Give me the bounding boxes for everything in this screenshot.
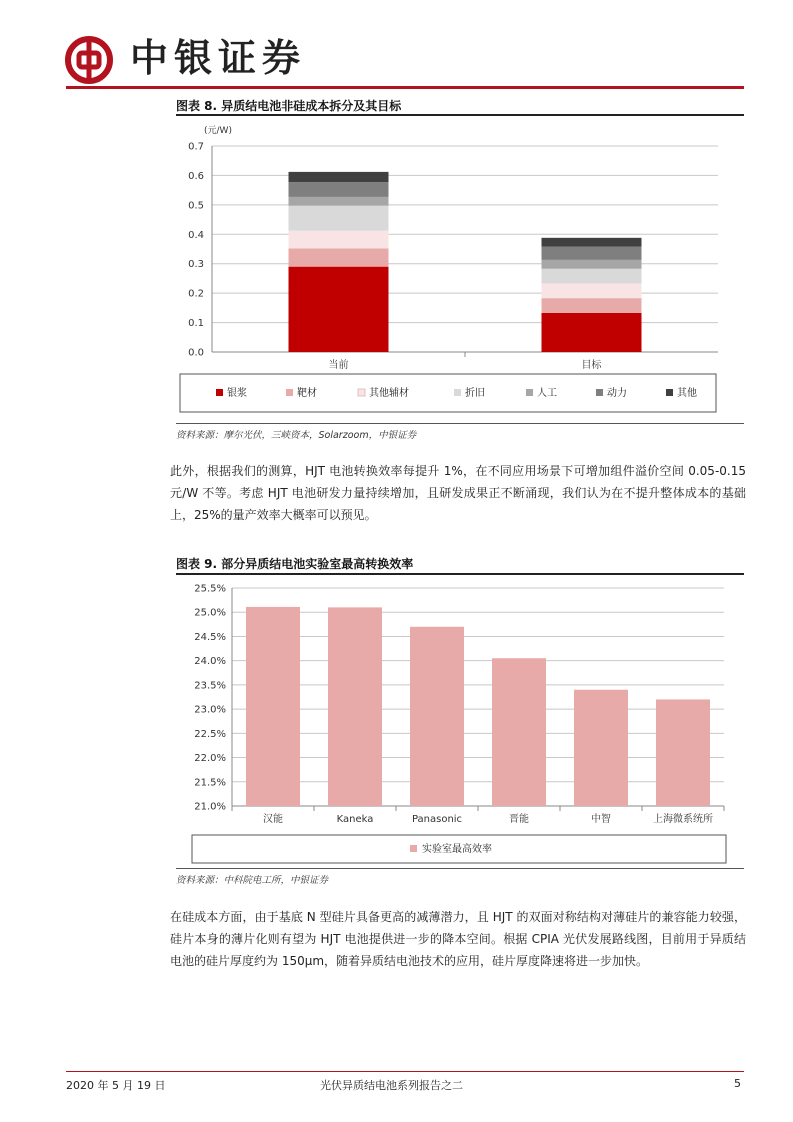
figure8-legend-label: 银浆 xyxy=(227,388,247,399)
figure8-legend-label: 人工 xyxy=(537,388,557,399)
figure9-y-tick: 23.5% xyxy=(194,680,226,692)
figure8-bar-segment xyxy=(542,283,642,298)
figure8-y-tick: 0.5 xyxy=(188,200,204,212)
figure8-legend-swatch xyxy=(666,389,673,396)
figure9-title-rule xyxy=(176,573,744,575)
brand-name: 中银证券 xyxy=(130,36,307,80)
figure9-chart xyxy=(176,577,744,867)
figure9-y-tick: 22.5% xyxy=(194,728,226,740)
figure9-bar xyxy=(492,658,546,806)
figure8-title-rule xyxy=(176,114,744,116)
figure8-bar-segment xyxy=(542,247,642,260)
figure9-y-tick: 24.0% xyxy=(194,656,226,668)
figure9-legend-label: 实验室最高效率 xyxy=(422,844,492,855)
figure8-legend-label: 其他 xyxy=(677,388,697,399)
figure8-legend-swatch xyxy=(358,389,365,396)
figure9-bar xyxy=(246,607,300,806)
figure8-bar-segment xyxy=(542,260,642,269)
figure8-bar-segment xyxy=(289,248,389,266)
figure8-legend-box xyxy=(180,374,716,412)
figure8-legend-label: 其他辅材 xyxy=(369,388,409,399)
footer-divider xyxy=(66,1071,744,1072)
figure8-y-tick: 0.1 xyxy=(188,318,204,330)
figure9-bar xyxy=(410,627,464,806)
figure8-chart xyxy=(176,118,744,420)
figure9-y-tick: 21.5% xyxy=(194,777,226,789)
figure8-bar-segment xyxy=(289,267,389,352)
footer-page-number: 5 xyxy=(734,1077,741,1090)
figure9-bar xyxy=(656,699,710,806)
figure8-x-label: 目标 xyxy=(581,360,602,371)
figure8-y-unit: (元/W) xyxy=(204,126,232,136)
paragraph-1: 此外，根据我们的测算，HJT 电池转换效率每提升 1%，在不同应用场景下可增加组件溢价空间 0.05-0.15 元/W 不等。考虑 HJT 电池研发力量持续增加，且研发成果正不断涌现，我们认为在不提升整体成本的基础上，25%的量产效率大概率可以预见。 xyxy=(170,464,746,522)
figure9-title: 图表 9. 部分异质结电池实验室最高转换效率 xyxy=(176,557,414,571)
figure8-legend-swatch xyxy=(596,389,603,396)
figure9-y-tick: 22.0% xyxy=(194,753,226,765)
bank-logo-icon xyxy=(64,35,114,85)
figure8-bar-segment xyxy=(289,197,389,206)
figure9-x-label: Kaneka xyxy=(336,814,374,825)
figure8-legend-swatch xyxy=(286,389,293,396)
figure8-legend-swatch xyxy=(454,389,461,396)
figure9-legend-swatch xyxy=(410,845,417,852)
figure8-x-label: 当前 xyxy=(328,360,349,371)
figure8-bar-segment xyxy=(289,206,389,231)
figure9-source-rule xyxy=(176,868,744,869)
figure8-bar-segment xyxy=(289,182,389,197)
figure9-y-tick: 25.5% xyxy=(194,583,226,595)
figure8-y-tick: 0.7 xyxy=(188,141,204,153)
figure8-legend-label: 靶材 xyxy=(297,388,317,399)
figure9-bar xyxy=(328,607,382,806)
figure8-title: 图表 8. 异质结电池非硅成本拆分及其目标 xyxy=(176,99,402,113)
figure9-x-label: Panasonic xyxy=(411,814,463,825)
figure9-x-label: 中智 xyxy=(591,814,611,825)
figure8-legend-swatch xyxy=(216,389,223,396)
figure8-legend-swatch xyxy=(526,389,533,396)
header-divider xyxy=(66,86,744,89)
figure9-bar xyxy=(574,690,628,806)
figure8-legend-label: 动力 xyxy=(607,388,627,399)
figure8-bar-segment xyxy=(542,269,642,284)
figure9-source: 资料来源：中科院电工所，中银证券 xyxy=(176,875,329,886)
figure8-bar-segment xyxy=(542,238,642,247)
figure8-bar-segment xyxy=(542,298,642,313)
figure8-legend-label: 折旧 xyxy=(465,388,485,399)
figure8-source-rule xyxy=(176,423,744,424)
figure8-y-tick: 0.6 xyxy=(188,170,204,182)
figure9-x-label: 汉能 xyxy=(263,814,283,825)
figure8-y-tick: 0.2 xyxy=(188,288,204,300)
paragraph-2: 在硅成本方面，由于基底 N 型硅片具备更高的减薄潜力，且 HJT 的双面对称结构对薄硅片的兼容能力较强，硅片本身的薄片化则有望为 HJT 电池提供进一步的降本空间。根据 CPIA 光伏发展路线图，目前用于异质结电池的硅片厚度约为 150μm，随着异质结电池技术的应用，硅片厚度降速将进一步加快。 xyxy=(170,910,746,968)
figure9-x-label: 晋能 xyxy=(509,814,529,825)
footer-report-title: 光伏异质结电池系列报告之二 xyxy=(320,1079,463,1092)
figure8-y-tick: 0.4 xyxy=(188,229,204,241)
figure8-bar-segment xyxy=(289,172,389,182)
figure9-y-tick: 23.0% xyxy=(194,704,226,716)
figure9-y-tick: 25.0% xyxy=(194,607,226,619)
figure8-y-tick: 0.0 xyxy=(188,347,204,359)
figure9-y-tick: 21.0% xyxy=(194,801,226,813)
figure9-y-tick: 24.5% xyxy=(194,631,226,643)
figure8-source: 资料来源：摩尔光伏，三峡资本，Solarzoom，中银证券 xyxy=(176,430,417,441)
footer-date: 2020 年 5 月 19 日 xyxy=(66,1079,166,1092)
figure8-bar-segment xyxy=(289,231,389,249)
figure9-x-label: 上海微系统所 xyxy=(653,814,713,825)
figure8-bar-segment xyxy=(542,313,642,352)
figure8-y-tick: 0.3 xyxy=(188,259,204,271)
